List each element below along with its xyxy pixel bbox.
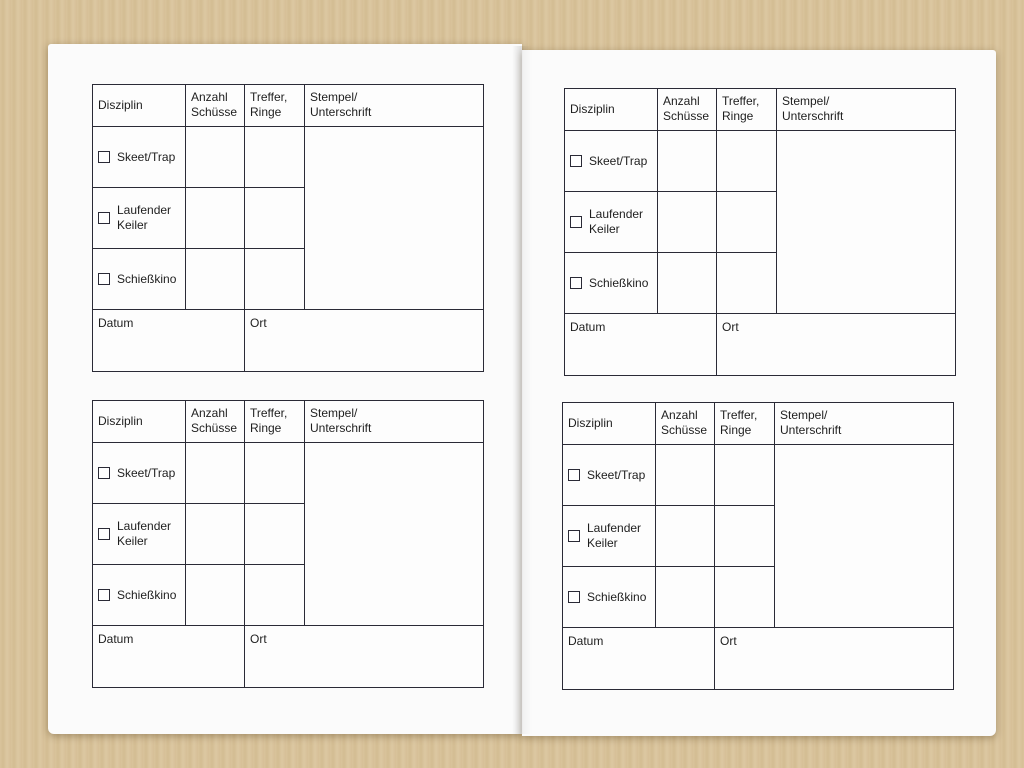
- header-anzahl-schuesse: Anzahl Schüsse: [658, 89, 717, 131]
- hits-field[interactable]: [715, 506, 775, 567]
- discipline-laufender-keiler: [93, 504, 186, 565]
- hits-field[interactable]: [245, 249, 305, 310]
- checkbox-icon[interactable]: [570, 155, 582, 167]
- discipline-laufender-keiler: [93, 188, 186, 249]
- header-stempel-unterschrift: Stempel/ Unterschrift: [305, 401, 483, 443]
- hits-field[interactable]: [715, 445, 775, 506]
- date-label: Datum: [98, 316, 134, 330]
- shots-field[interactable]: [656, 567, 715, 628]
- place-field[interactable]: [715, 628, 953, 689]
- date-label: Datum: [570, 320, 606, 334]
- header-anzahl-schuesse: Anzahl Schüsse: [186, 401, 245, 443]
- shots-field[interactable]: [658, 253, 717, 314]
- header-stempel-unterschrift: Stempel/ Unterschrift: [775, 403, 953, 445]
- discipline-label: Laufender Keiler: [117, 519, 172, 548]
- discipline-label: Skeet/Trap: [117, 149, 176, 164]
- hits-field[interactable]: [245, 127, 305, 188]
- discipline-schiesskino: [563, 567, 656, 628]
- hits-field[interactable]: [717, 192, 777, 253]
- shots-field[interactable]: [186, 565, 245, 626]
- header-treffer-ringe: Treffer, Ringe: [245, 401, 305, 443]
- place-field[interactable]: [717, 314, 955, 375]
- stamp-signature-field[interactable]: [775, 445, 953, 628]
- place-field[interactable]: [245, 626, 483, 687]
- discipline-laufender-keiler: [563, 506, 656, 567]
- place-field[interactable]: [245, 310, 483, 371]
- header-anzahl-schuesse: Anzahl Schüsse: [186, 85, 245, 127]
- discipline-skeet-trap: [93, 127, 186, 188]
- checkbox-icon[interactable]: [570, 216, 582, 228]
- discipline-label: Schießkino: [117, 271, 177, 286]
- discipline-skeet-trap: [93, 443, 186, 504]
- discipline-schiesskino: [565, 253, 658, 314]
- discipline-label: Laufender Keiler: [589, 207, 644, 236]
- shots-field[interactable]: [186, 127, 245, 188]
- checkbox-icon[interactable]: [98, 467, 110, 479]
- discipline-skeet-trap: [565, 131, 658, 192]
- header-treffer-ringe: Treffer, Ringe: [245, 85, 305, 127]
- stamp-signature-field[interactable]: [777, 131, 955, 314]
- shots-field[interactable]: [658, 192, 717, 253]
- date-field[interactable]: [93, 626, 245, 687]
- shots-field[interactable]: [186, 443, 245, 504]
- date-field[interactable]: [93, 310, 245, 371]
- header-treffer-ringe: Treffer, Ringe: [717, 89, 777, 131]
- booklet-spine: [512, 46, 532, 734]
- checkbox-icon[interactable]: [98, 151, 110, 163]
- discipline-label: Skeet/Trap: [589, 153, 648, 168]
- header-anzahl-schuesse: Anzahl Schüsse: [656, 403, 715, 445]
- hits-field[interactable]: [717, 253, 777, 314]
- discipline-label: Laufender Keiler: [587, 521, 642, 550]
- checkbox-icon[interactable]: [570, 277, 582, 289]
- checkbox-icon[interactable]: [568, 591, 580, 603]
- hits-field[interactable]: [245, 504, 305, 565]
- place-label: Ort: [720, 634, 737, 648]
- record-card-1: [92, 84, 484, 372]
- hits-field[interactable]: [715, 567, 775, 628]
- shots-field[interactable]: [186, 188, 245, 249]
- header-treffer-ringe: Treffer, Ringe: [715, 403, 775, 445]
- shots-field[interactable]: [186, 504, 245, 565]
- checkbox-icon[interactable]: [98, 528, 110, 540]
- hits-field[interactable]: [245, 443, 305, 504]
- stamp-signature-field[interactable]: [305, 443, 483, 626]
- hits-field[interactable]: [245, 188, 305, 249]
- place-label: Ort: [250, 316, 267, 330]
- discipline-label: Laufender Keiler: [117, 203, 172, 232]
- checkbox-icon[interactable]: [98, 212, 110, 224]
- header-stempel-unterschrift: Stempel/ Unterschrift: [305, 85, 483, 127]
- discipline-label: Skeet/Trap: [587, 467, 646, 482]
- shots-field[interactable]: [656, 506, 715, 567]
- discipline-schiesskino: [93, 565, 186, 626]
- discipline-laufender-keiler: [565, 192, 658, 253]
- discipline-label: Skeet/Trap: [117, 465, 176, 480]
- header-disziplin: Disziplin: [93, 401, 186, 443]
- shots-field[interactable]: [186, 249, 245, 310]
- shots-field[interactable]: [656, 445, 715, 506]
- date-field[interactable]: [563, 628, 715, 689]
- checkbox-icon[interactable]: [568, 530, 580, 542]
- date-field[interactable]: [565, 314, 717, 375]
- stamp-signature-field[interactable]: [305, 127, 483, 310]
- header-stempel-unterschrift: Stempel/ Unterschrift: [777, 89, 955, 131]
- header-disziplin: Disziplin: [93, 85, 186, 127]
- discipline-schiesskino: [93, 249, 186, 310]
- discipline-label: Schießkino: [589, 275, 649, 290]
- record-card-4: [562, 402, 954, 690]
- discipline-skeet-trap: [563, 445, 656, 506]
- place-label: Ort: [250, 632, 267, 646]
- place-label: Ort: [722, 320, 739, 334]
- checkbox-icon[interactable]: [98, 273, 110, 285]
- hits-field[interactable]: [717, 131, 777, 192]
- shots-field[interactable]: [658, 131, 717, 192]
- date-label: Datum: [98, 632, 134, 646]
- discipline-label: Schießkino: [117, 587, 177, 602]
- header-disziplin: Disziplin: [563, 403, 656, 445]
- record-card-2: [92, 400, 484, 688]
- hits-field[interactable]: [245, 565, 305, 626]
- discipline-label: Schießkino: [587, 589, 647, 604]
- header-disziplin: Disziplin: [565, 89, 658, 131]
- record-card-3: [564, 88, 956, 376]
- checkbox-icon[interactable]: [568, 469, 580, 481]
- date-label: Datum: [568, 634, 604, 648]
- checkbox-icon[interactable]: [98, 589, 110, 601]
